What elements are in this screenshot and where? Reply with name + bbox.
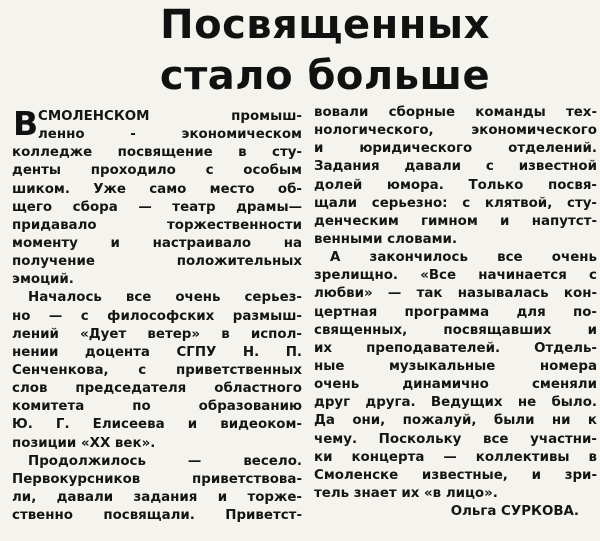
article-line: вовали сборные команды тех- xyxy=(314,105,597,120)
article-line: чему. Поскольку все участни- xyxy=(314,431,597,447)
article-line: Началось все очень серьез- xyxy=(28,290,302,306)
article-line: их преподавателей. Отдель- xyxy=(314,340,597,356)
article-line: венными словами. xyxy=(314,231,458,247)
article-line: Ю. Г. Елисеева и видеоком- xyxy=(12,417,302,433)
article-line: щего сбора — театр драмы— xyxy=(12,199,302,215)
article-line: А закончилось все очень xyxy=(330,250,597,266)
article-line: денческим гимном и напутст- xyxy=(314,213,597,229)
article-line: священных, посвящавших и xyxy=(314,322,597,338)
article-line: щали серьезно: с клятвой, сту- xyxy=(314,195,597,211)
article-line: позиции «XX век». xyxy=(12,435,156,451)
article-line: Сенченкова, с приветственных xyxy=(12,362,302,378)
article-line: ли, давали задания и торже- xyxy=(12,489,302,505)
article-line: шиком. Уже само место об- xyxy=(12,181,302,197)
article-line: нении доцента СГПУ Н. П. xyxy=(12,344,302,360)
article-line: Задания давали с известной xyxy=(314,159,597,175)
headline-line-2: стало больше xyxy=(159,53,491,99)
article-column-left xyxy=(12,104,302,525)
article-line: цертная программа для по- xyxy=(314,304,597,320)
article-line: лений «Дует ветер» в испол- xyxy=(12,326,302,342)
article-line: ки концерта — коллективы в xyxy=(314,449,597,465)
article-line: слов председателя областного xyxy=(12,381,302,397)
article-line: долей юмора. Только посвя- xyxy=(314,177,597,193)
article-line: ленно - экономическом xyxy=(38,127,302,143)
article-line: моменту и настраивало на xyxy=(12,235,302,251)
article-line: нологического, экономического xyxy=(314,123,597,139)
article-line: колледже посвящение в сту- xyxy=(12,145,302,161)
article-line: Да они, пожалуй, были ни к xyxy=(314,413,597,429)
article-column-right xyxy=(314,104,597,521)
article-line: друг друга. Ведущих не было. xyxy=(314,395,597,411)
headline xyxy=(90,0,560,102)
article-line: эмоций. xyxy=(12,272,74,288)
article-line: Первокурсников приветствова- xyxy=(12,471,302,487)
article-line: комитета по образованию xyxy=(12,399,302,415)
article-line: зрелищно. «Все начинается с xyxy=(314,268,597,284)
article-line: и юридического отделений. xyxy=(314,141,597,157)
article-line: получение положительных xyxy=(12,254,302,270)
article-line: придавало торжественности xyxy=(12,217,302,233)
headline-line-1: Посвященных xyxy=(160,2,490,48)
article-line: ные музыкальные номера xyxy=(314,358,597,374)
article-line: Смоленске известные, и зри- xyxy=(314,467,597,483)
article-line: очень динамично сменяли xyxy=(314,377,597,393)
article-line: денты проходило с особым xyxy=(12,163,302,179)
article-line: СМОЛЕНСКОМ промыш- xyxy=(38,109,302,124)
author-signature: Ольга СУРКОВА. xyxy=(450,504,579,520)
article-line: Продолжилось — весело. xyxy=(28,453,302,469)
drop-cap: В xyxy=(13,104,39,143)
article-line: но — с философских размыш- xyxy=(12,308,302,324)
article-line: любви» — так называлась кон- xyxy=(314,286,597,302)
article-line: тель знает их «в лицо». xyxy=(314,485,498,501)
article-line: ственно посвящали. Приветст- xyxy=(12,508,302,524)
